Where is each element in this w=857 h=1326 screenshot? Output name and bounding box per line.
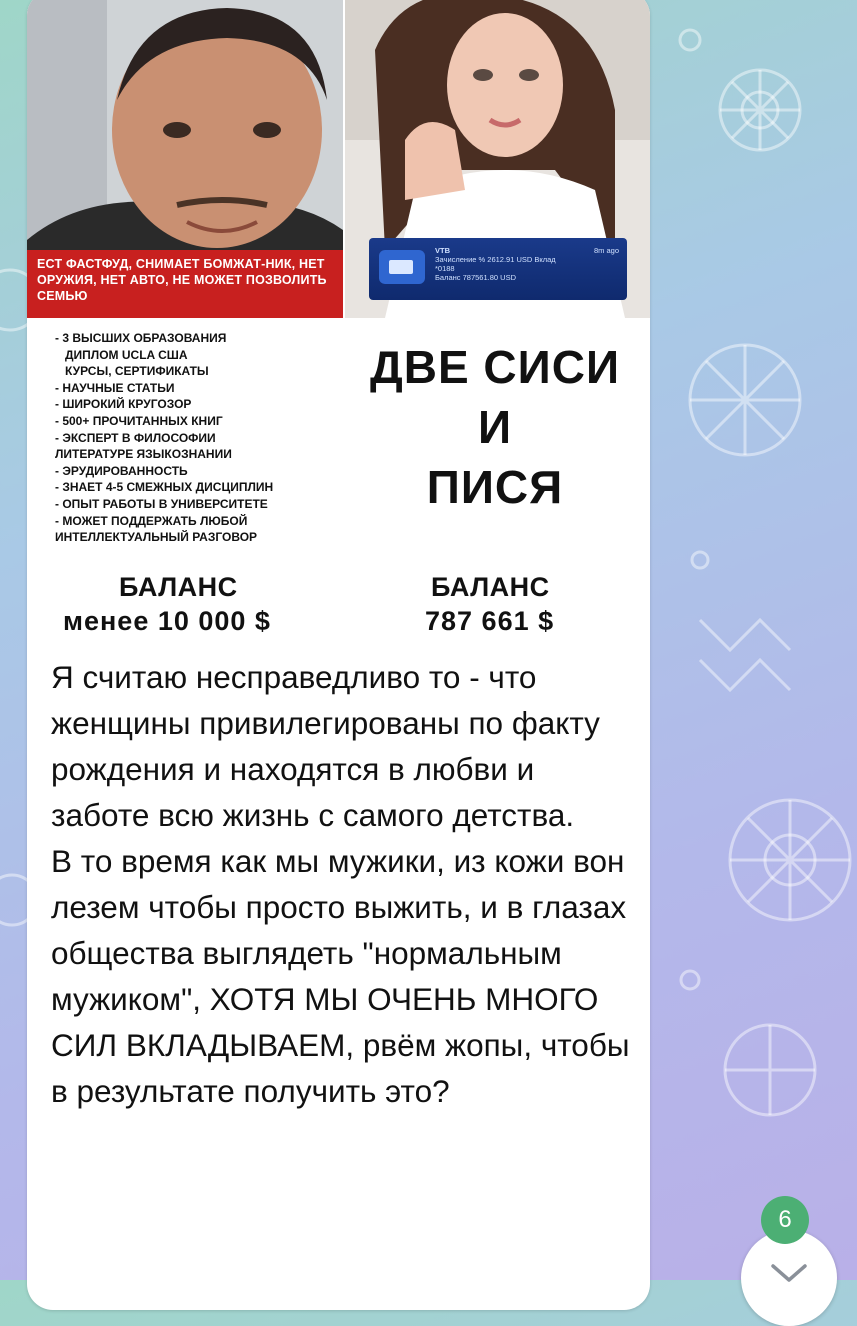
bank-notification-card (369, 238, 627, 300)
skill-item: - 3 ВЫСШИХ ОБРАЗОВАНИЯ (55, 331, 227, 345)
bank-line-3: Баланс 787561.80 USD (435, 273, 516, 282)
unread-count-badge[interactable]: 6 (761, 1196, 809, 1244)
right-balance-label: БАЛАНС (431, 572, 550, 602)
skill-item: - ШИРОКИЙ КРУГОЗОР (55, 397, 192, 412)
message-bubble (27, 0, 650, 1310)
headline-line-1: ДВЕ СИСИ (369, 341, 621, 393)
skill-item: ИНТЕЛЛЕКТУАЛЬНЫЙ РАЗГОВОР (55, 530, 258, 545)
skill-item: - МОЖЕТ ПОДДЕРЖАТЬ ЛЮБОЙ (55, 513, 248, 528)
left-caption: ЕСТ ФАСТФУД, СНИМАЕТ БОМЖАТ-НИК, НЕТ ОРУЖИЯ, НЕТ АВТО, НЕ МОЖЕТ ПОЗВОЛИТЬ СЕМЬЮ (27, 250, 343, 318)
bank-name: VTB (435, 246, 450, 255)
bank-line-2: *0188 (435, 264, 455, 273)
right-balance-value: 787 661 $ (425, 606, 555, 636)
scroll-down-button[interactable] (741, 1230, 837, 1326)
headline-line-2: И (477, 401, 513, 453)
skill-item: - 500+ ПРОЧИТАННЫХ КНИГ (55, 413, 223, 428)
skill-item: - НАУЧНЫЕ СТАТЬИ (55, 380, 175, 395)
skill-item: КУРСЫ, СЕРТИФИКАТЫ (65, 364, 209, 379)
headline-line-3: ПИСЯ (426, 461, 564, 513)
skill-item: - ЗНАЕТ 4-5 СМЕЖНЫХ ДИСЦИПЛИН (55, 480, 274, 495)
skill-item: ЛИТЕРАТУРЕ ЯЗЫКОЗНАНИИ (55, 447, 232, 462)
skill-item: - ЭРУДИРОВАННОСТЬ (55, 463, 188, 478)
left-balance-value: менее 10 000 $ (63, 606, 271, 636)
bank-app-icon (379, 250, 425, 284)
message-paragraph-2: В то время как мы мужики, из кожи вон лезем чтобы просто выжить, и в глазах общества выглядеть "нормальным мужиком", ХОТЯ МЫ ОЧЕНЬ МНОГО СИЛ ВКЛАДЫВАЕМ, рвём жопы, чтобы в результате получить это? (51, 843, 630, 1109)
message-image[interactable] (27, 0, 650, 638)
chevron-down-icon (769, 1262, 809, 1286)
skill-item: ДИПЛОМ UCLA США (65, 347, 188, 362)
bank-time: 8m ago (593, 246, 619, 255)
skills-list (55, 330, 385, 546)
left-balance-label: БАЛАНС (119, 572, 238, 602)
bank-line-1: Зачисление % 2612.91 USD Вклад (435, 255, 556, 264)
skill-item: - ЭКСПЕРТ В ФИЛОСОФИИ (55, 430, 216, 445)
message-text (51, 654, 641, 1114)
message-paragraph-1: Я считаю несправедливо то - что женщины привилегированы по факту рождения и находятся в любви и заботе всю жизнь с самого детства. (51, 659, 600, 833)
skill-item: - ОПЫТ РАБОТЫ В УНИВЕРСИТЕТЕ (55, 496, 268, 511)
